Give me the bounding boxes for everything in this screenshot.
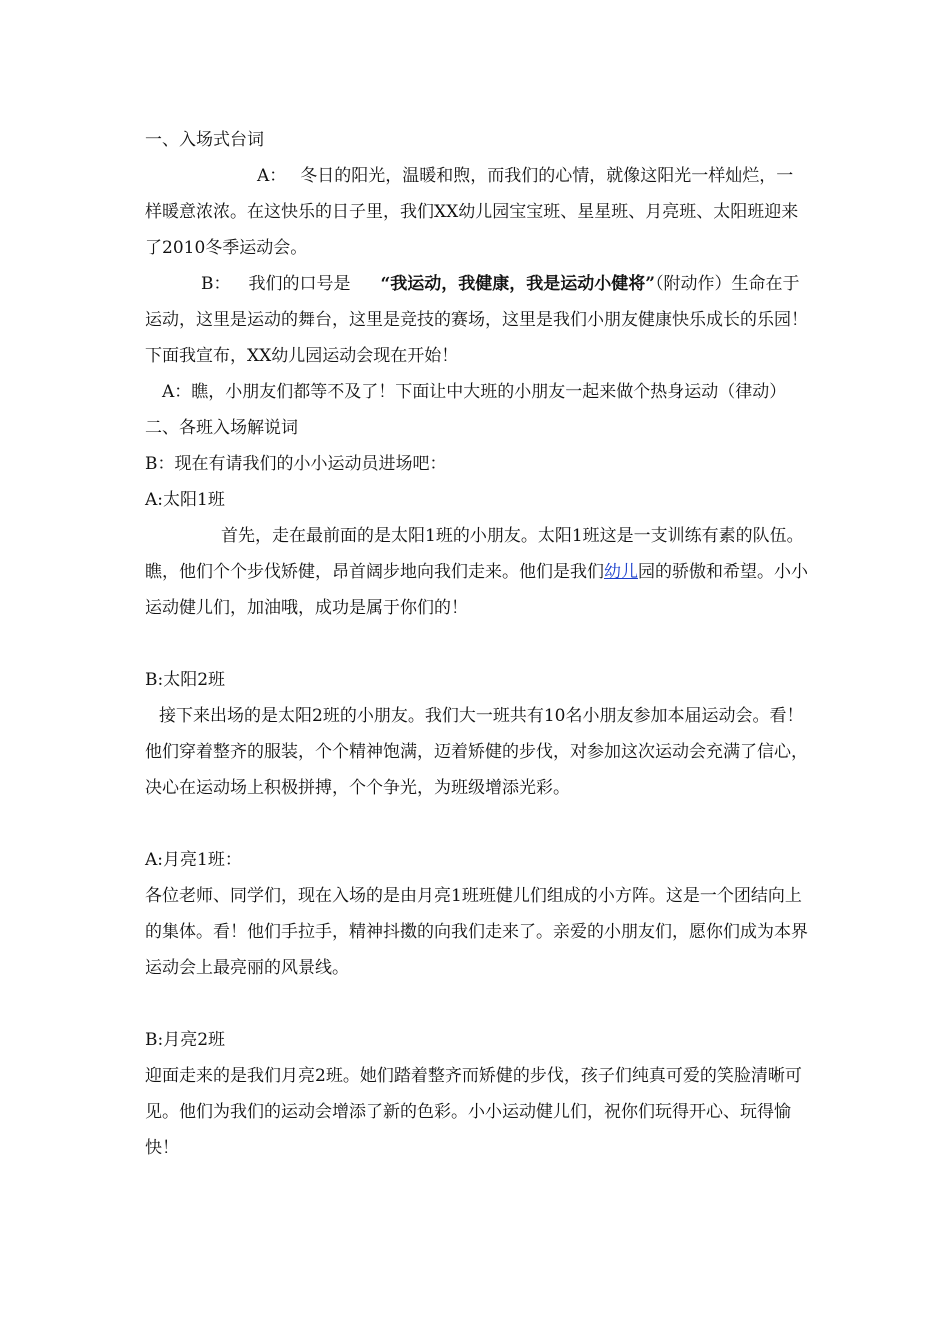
paragraph-b-slogan-text: （附动作）生命在于运动，这里是运动的舞台，这里是竞技的赛场，这里是我们小朋友健康快乐成长的乐园！下面我宣布，XX幼儿园运动会现在开始！: [145, 274, 808, 366]
paragraph-sun-2: 接下来出场的是太阳2班的小朋友。我们大一班共有10名小朋友参加本届运动会。看！他们穿着整齐的服装，个个精神饱满，迈着矫健的步伐，对参加这次运动会充满了信心，决心在运动场上积极拼搏，个个争光，为班级增添光彩。: [145, 706, 808, 798]
blank-line: [145, 626, 809, 662]
section-heading-entrance-lines: 一、入场式台词: [145, 130, 264, 150]
class-title-moon-2: B:月亮2班: [145, 1030, 226, 1050]
paragraph-a-opening-text: 冬日的阳光，温暖和煦，而我们的心情，就像这阳光一样灿烂，一样暖意浓浓。在这快乐的日子里，我们XX幼儿园宝宝班、星星班、月亮班、太阳班迎来了2010冬季运动会。: [145, 166, 799, 258]
document-page: [145, 122, 809, 1166]
paragraph-a-warmup: A：瞧，小朋友们都等不及了！下面让中大班的小朋友一起来做个热身运动（律动）: [162, 382, 787, 402]
slogan-intro-text: 我们的口号是: [248, 274, 351, 294]
paragraph-b-slogan: [145, 266, 809, 374]
section-heading-class-commentary: 二、各班入场解说词: [145, 418, 298, 438]
paragraph-sun-1: [145, 518, 809, 626]
commentary-intro: B：现在有请我们的小小运动员进场吧：: [145, 454, 447, 474]
class-title-sun-2: B:太阳2班: [145, 670, 226, 690]
class-title-sun-1: A:太阳1班: [145, 490, 225, 510]
paragraph-sun-1-text-end: 园的骄傲和希望。小小运动健儿们，加油哦，成功是属于你们的！: [145, 562, 808, 618]
paragraph-a-opening: [145, 158, 809, 266]
kindergarten-link[interactable]: 幼儿: [604, 562, 638, 582]
paragraph-moon-2: 迎面走来的是我们月亮2班。她们踏着整齐而矫健的步伐，孩子们纯真可爱的笑脸清晰可见。他们为我们的运动会增添了新的色彩。小小运动健儿们，祝你们玩得开心、玩得愉快！: [145, 1066, 802, 1158]
class-title-moon-1: A:月亮1班：: [145, 850, 242, 870]
speaker-a-label: A：: [257, 166, 287, 186]
paragraph-sun-1-text: 首先，走在最前面的是太阳1班的小朋友。太阳1班这是一支训练有素的队伍。瞧，他们个个步伐矫健，昂首阔步地向我们走来。他们是我们: [145, 526, 804, 582]
blank-line: [145, 806, 809, 842]
slogan-text: “我运动，我健康，我是运动小健将”: [380, 274, 656, 294]
paragraph-moon-1: 各位老师、同学们，现在入场的是由月亮1班班健儿们组成的小方阵。这是一个团结向上的集体。看！他们手拉手，精神抖擞的向我们走来了。亲爱的小朋友们，愿你们成为本界运动会上最亮丽的风景线。: [145, 886, 808, 978]
speaker-b-label: B：: [201, 274, 231, 294]
blank-line: [145, 986, 809, 1022]
